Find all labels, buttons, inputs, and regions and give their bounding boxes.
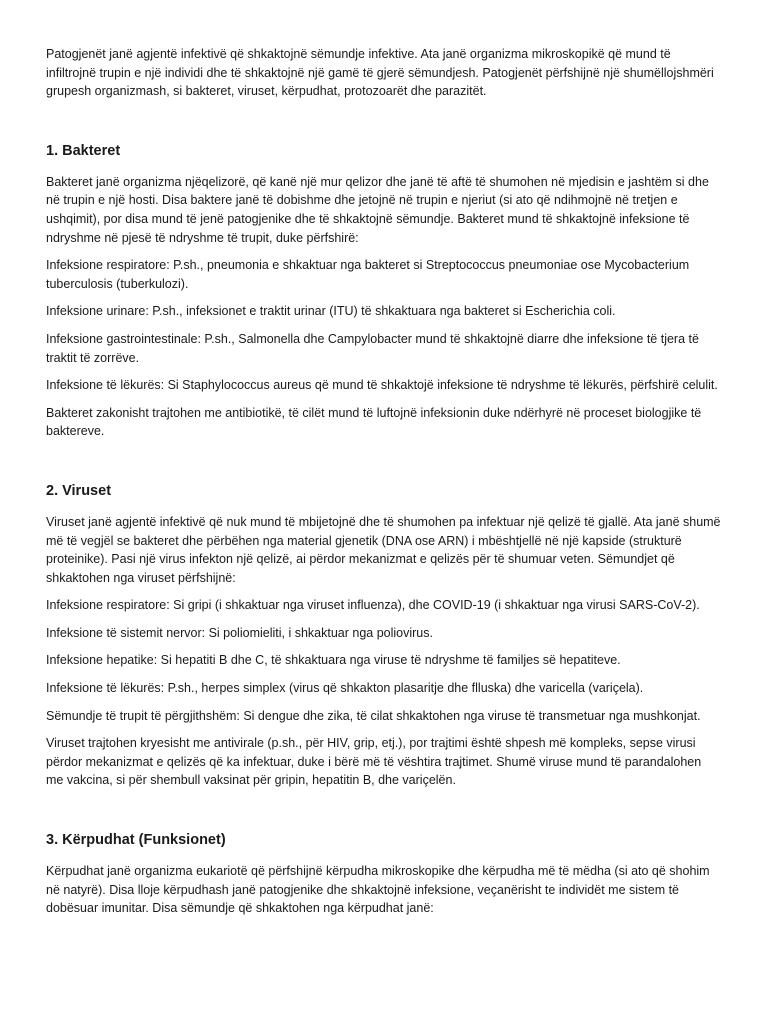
paragraph: Infeksione respiratore: P.sh., pneumonia e shkaktuar nga bakteret si Streptococcus pneumoniae ose Mycobacterium tuberculosis (tuberkulozi). bbox=[46, 258, 690, 291]
section-bacteria bbox=[46, 141, 722, 441]
paragraph: Infeksione gastrointestinale: P.sh., Salmonella dhe Campylobacter mund të shkaktojnë diarre dhe infeksione të tjera të traktit të zorrëve. bbox=[46, 331, 699, 365]
paragraph: Bakteret janë organizma njëqelizorë, që kanë një mur qelizor dhe janë të aftë të shumohen në mjedisin e jashtëm si dhe në trupin e një hosti. Disa baktere janë të dobishme dhe jetojnë në trupin e njeriut (si ato që ndihmojnë në tretjen e ushqimit), por disa mund të jenë patogjenike dhe të shkaktojnë sëmundje. Bakteret mund të shkaktojnë infeksione të ndryshme në pjesë të ndryshme të trupit, duke përfshirë: bbox=[46, 174, 709, 245]
paragraph: Infeksione respiratore: Si gripi (i shkaktuar nga viruset influenza), dhe COVID-19 (i shkaktuar nga virusi SARS-CoV-2). bbox=[46, 598, 700, 613]
section-title: 2. Viruset bbox=[46, 482, 112, 499]
section-fungi bbox=[46, 830, 722, 918]
paragraph: Kërpudhat janë organizma eukariotë që përfshijnë kërpudha mikroskopike dhe kërpudha më të mëdha (si ato që shohim në natyrë). Disa lloje kërpudhash janë patogjenike dhe shkaktojnë infeksione, veçanërisht te individët me sistem të dobësuar imunitar. Disa sëmundje që shkaktohen nga kërpudhat janë: bbox=[46, 864, 710, 916]
paragraph: Bakteret zakonisht trajtohen me antibiotikë, të cilët mund të luftojnë infeksionin duke ndërhyrë në proceset biologjike të baktereve. bbox=[46, 405, 702, 439]
paragraph: Infeksione të sistemit nervor: Si poliomieliti, i shkaktuar nga poliovirus. bbox=[46, 625, 433, 640]
intro-paragraph: Patogjenët janë agjentë infektivë që shkaktojnë sëmundje infektive. Ata janë organizma mikroskopikë që mund të infiltrojnë trupin e një individi dhe të shkaktojnë një gamë të gjerë sëmundjesh. Patogjenët përfshijnë një shumëllojshmëri grupesh organizmash, si bakteret, viruset, kërpudhat, protozoarët dhe parazitët. bbox=[46, 47, 714, 99]
section-title: 3. Kërpudhat (Funksionet) bbox=[46, 832, 226, 849]
paragraph: Viruset trajtohen kryesisht me antivirale (p.sh., për HIV, grip, etj.), por trajtimi është shpesh më kompleks, sepse virusi përdor mekanizmat e qelizës që ka infektuar, duke i bërë më të vështira trajtimet. Shumë viruse mund të parandalohen me vakcina, si për shembull vaksinat për gripin, hepatitin B, dhe variçelën. bbox=[46, 736, 702, 788]
paragraph: Infeksione hepatike: Si hepatiti B dhe C, të shkaktuara nga viruse të ndryshme të familjes së hepatiteve. bbox=[46, 653, 621, 668]
section-title: 1. Bakteret bbox=[46, 142, 121, 159]
section-viruses bbox=[46, 481, 722, 790]
paragraph: Infeksione urinare: P.sh., infeksionet e traktit urinar (ITU) të shkaktuara nga bakteret si Escherichia coli. bbox=[46, 304, 616, 319]
paragraph: Sëmundje të trupit të përgjithshëm: Si dengue dhe zika, të cilat shkaktohen nga viruse të transmetuar nga mushkonjat. bbox=[46, 708, 701, 723]
paragraph: Infeksione të lëkurës: P.sh., herpes simplex (virus që shkakton plasaritje dhe flluska) dhe varicella (variçela). bbox=[46, 681, 644, 696]
paragraph: Infeksione të lëkurës: Si Staphylococcus aureus që mund të shkaktojë infeksione të ndryshme të lëkurës, përfshirë celulit. bbox=[46, 378, 718, 393]
paragraph: Viruset janë agjentë infektivë që nuk mund të mbijetojnë dhe të shumohen pa infektuar një qelizë të gjallë. Ata janë shumë më të vegjël se bakteret dhe përbëhen nga material gjenetik (DNA ose ARN) i mbështjellë në një kapside (strukturë proteinike). Pasi një virus infekton një qelizë, ai përdor mekanizmat e qelizës për të shumuar veten. Sëmundjet që shkaktohen nga viruset përfshijnë: bbox=[46, 514, 721, 585]
